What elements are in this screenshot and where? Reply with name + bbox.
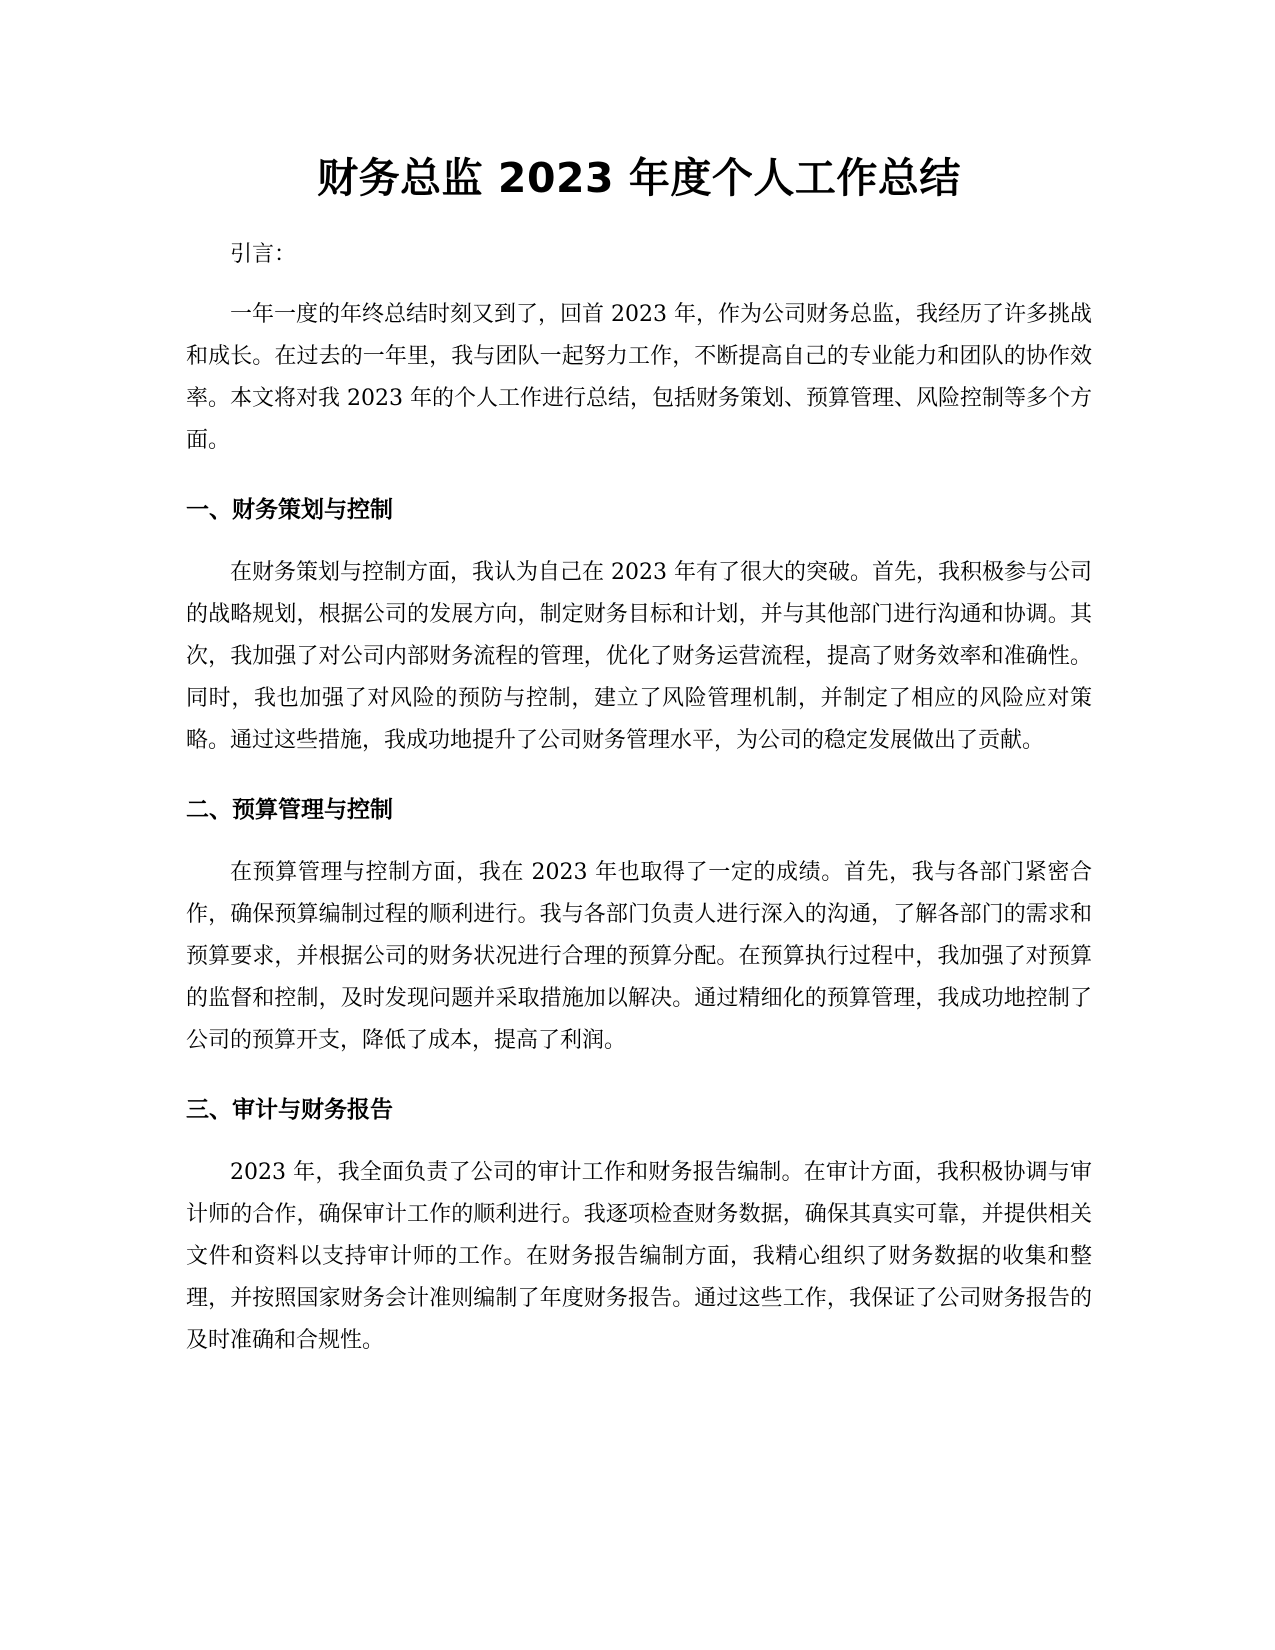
section-body-audit-reporting: 2023 年，我全面负责了公司的审计工作和财务报告编制。在审计方面，我积极协调与审计师的合作，确保审计工作的顺利进行。我逐项检查财务数据，确保其真实可靠，并提供相关文件和资料以支持审计师的工作。在财务报告编制方面，我精心组织了财务数据的收集和整理，并按照国家财务会计准则编制了年度财务报告。通过这些工作，我保证了公司财务报告的及时准确和合规性。 <box>186 1160 1092 1353</box>
section-body-financial-planning: 在财务策划与控制方面，我认为自己在 2023 年有了很大的突破。首先，我积极参与公司的战略规划，根据公司的发展方向，制定财务目标和计划，并与其他部门进行沟通和协调。其次，我加强了对公司内部财务流程的管理，优化了财务运营流程，提高了财务效率和准确性。同时，我也加强了对风险的预防与控制，建立了风险管理机制，并制定了相应的风险应对策略。通过这些措施，我成功地提升了公司财务管理水平，为公司的稳定发展做出了贡献。 <box>186 560 1092 753</box>
intro-paragraph: 一年一度的年终总结时刻又到了，回首 2023 年，作为公司财务总监，我经历了许多挑战和成长。在过去的一年里，我与团队一起努力工作，不断提高自己的专业能力和团队的协作效率。本文将对我 2023 年的个人工作进行总结，包括财务策划、预算管理、风险控制等多个方面。 <box>186 302 1092 453</box>
section-body-budget-management: 在预算管理与控制方面，我在 2023 年也取得了一定的成绩。首先，我与各部门紧密合作，确保预算编制过程的顺利进行。我与各部门负责人进行深入的沟通，了解各部门的需求和预算要求，并根据公司的财务状况进行合理的预算分配。在预算执行过程中，我加强了对预算的监督和控制，及时发现问题并采取措施加以解决。通过精细化的预算管理，我成功地控制了公司的预算开支，降低了成本，提高了利润。 <box>186 860 1092 1053</box>
intro-label: 引言： <box>230 242 297 267</box>
section-heading-budget-management: 二、预算管理与控制 <box>186 797 393 823</box>
section-heading-financial-planning: 一、财务策划与控制 <box>186 497 393 523</box>
section-heading-audit-reporting: 三、审计与财务报告 <box>186 1097 393 1123</box>
document-title: 财务总监 2023 年度个人工作总结 <box>317 154 961 202</box>
